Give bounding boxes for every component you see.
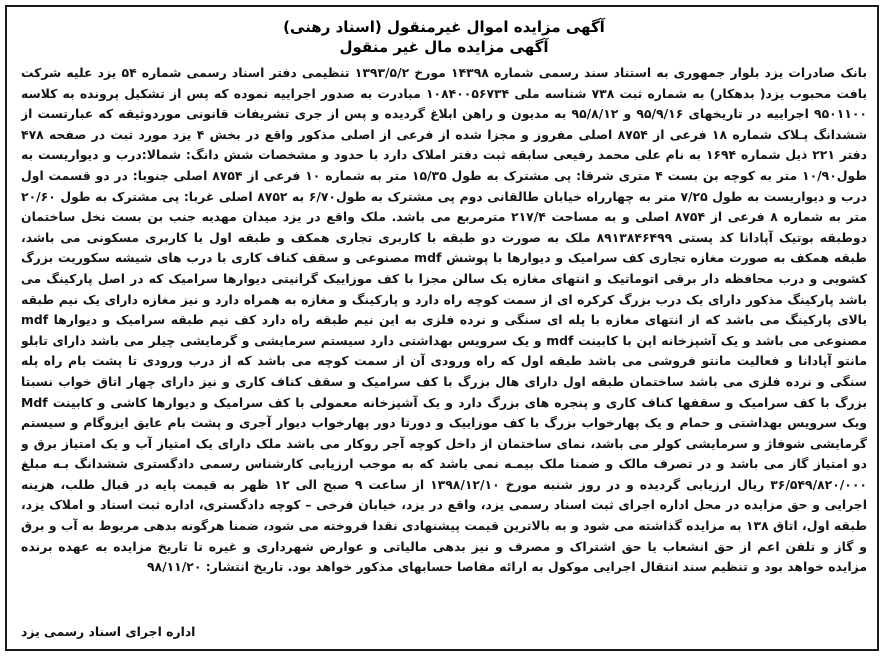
notice-frame <box>5 5 879 651</box>
notice-signature: اداره اجرای اسناد رسمی یزد <box>21 624 196 639</box>
notice-main-title: آگهی مزایده اموال غیرمنقول (اسناد رهنی) <box>283 18 605 36</box>
notice-body-text: بانک صادرات یزد بلوار جمهوری به استناد سند رسمی شماره ۱۴۳۹۸ مورخ ۱۳۹۳/۵/۲ تنظیمی دفتر اسناد رسمی شماره ۵۴ یزد علیه شرکت بافت محبوب یزد( بدهکار) به شماره ثبت ۷۳۸ شناسه ملی ۱۰۸۴۰۰۵۶۷۳۴ مبادرت به صدور اجراییه نموده که پس از تشکیل پرونده به کلاسه ۹۵۰۱۱۰۰ اجراییه در تاریخهای ۹۵/۹/۱۶ و ۹۵/۸/۱۲ به مدیون و راهن ابلاغ گردیده و پس از جری تشریفات قانونی موردوثیقه که عبارتست از ششدانگ پـلاک شماره ۱۸ فرعی از ۸۷۵۴ اصلی مفروز و مجزا شده از فرعی از اصلی مذکور واقع در بخش ۴ یزد مورد ثبت در صفحه ۴۷۸ دفتر ۲۲۱ ذیل شماره ۱۶۹۴ به نام علی محمد رفیعی سابقه ثبت دفتر املاک دارد با حدود و مشخصات شش دانگ: شمالا:درب و دیواریست به طول۱۰/۹۰ متر به کوچه بن بست ۴ متری شرقا: پی مشترک به طول ۱۵/۳۵ متر به شماره ۱۰ فرعی از ۸۷۵۴ اصلی جنوبا: در دو قسمت اول درب و دیواریست به طول ۷/۲۵ متر به چهارراه خیابان طالقانی دوم پی مشترک به طول۶/۷۰ به ۸۷۵۲ اصلی غربا: پی مشترک به طول ۲۰/۶۰ متر به شماره ۸ فرعی از ۸۷۵۴ اصلی و به مساحت ۲۱۷/۴ مترمربع می باشد. ملک واقع در یزد میدان مهدیه جنب بن بست نخل ساختمان دوطبقه بوتیک آپادانا کد پستی ۸۹۱۳۸۴۶۴۹۹ ملک به صورت دو طبقه با کاربری تجاری همکف و طبقه اول با کاربری مسکونی می باشد، طبقه همکف به صورت مغازه تجاری کف سرامیک و دیوارها با پوشش mdf مصنوعی و سقف کناف کاری با درب های شیشه سکوریت بزرگ کشویی و درب محافظه دار برقی اتوماتیک و انتهای مغازه یک سالن مجزا با کف موزاییک گرانیتی دیوارها سرامیک که در اصل پارکینگ می باشد پارکینگ مذکور دارای یک درب بزرگ کرکره ای از سمت کوچه راه دارد و پارکینگ و مغازه به همراه دارد و نیز مغازه دارای یک نیم طبقه بالای پارکینگ می باشد که از انتهای مغازه با پله ای سنگی و نرده فلزی به این نیم طبقه راه دارد کف نیم طبقه سرامیک و دیوارها mdf مصنوعی می باشد و یک آشپزخانه اپن با کابینت mdf و یک سرویس بهداشتی دارد سیستم سرمایشی و گرمایشی چیلر می باشد دارای تابلو مانتو آپادانا و فعالیت مانتو فروشی می باشد طبقه اول که راه ورودی آن از سمت کوچه می باشد که از درب ورودی تا پشت بام راه پله سنگی و نرده فلزی می باشد ساختمان طبقه اول دارای هال بزرگ با کف سرامیک و سقف کناف کاری و نیز دارای چهار اتاق خواب نسبتا بزرگ با کف سرامیک و سقفها کناف کاری و پنجره های بزرگ دارد و یک آشپزخانه معمولی با کف سرامیک و دیوارها کاشی و کابینت Mdf ویک سرویس بهداشتی و حمام و یک پهارخواب بزرگ با کف موزاییک و دورتا دور پهارخواب دیوار آجری و پشت بام عایق ایزوگام و سیستم گرمایشی شوفاژ و سرمایشی کولر می باشد، نمای ساختمان از داخل کوچه آجر روکار می باشد ملک دارای یک امتیاز آب و یک امتیاز برق و دو امتیاز گاز می باشد و در تصرف مالک و ضمنا ملک بیمـه نمی باشد که به موجب ارزیابی کارشناس رسمی دادگستری ششدانگ بـه مبلغ ۳۶/۵۴۹/۸۲۰/۰۰۰ ریال ارزیابی گردیده و در روز شنبه مورخ ۱۳۹۸/۱۲/۱۰ از ساعت ۹ صبح الی ۱۲ ظهر به قیمت پایه در قبال طلب، هزینه اجرایی و حق مزایده در محل اداره اجرای ثبت اسناد رسمی یزد، واقع در یزد، خیابان فرخی – کوچه دادگستری، اداره ثبت اسناد و املاک یزد، طبقه اول، اتاق ۱۳۸ به مزایده گذاشته می شود و به بالاترین قیمت پیشنهادی نقدا فروخته می شود، ضمنا هرگونه بدهی مربوط به آب و برق و گاز و تلفن اعم از حق انشعاب یا حق اشتراک و مصرف و نیز بدهی مالیاتی و عوارض شهرداری و غیره تا تاریخ مزایده به عهده برنده مزایده خواهد بود و تنظیم سند انتقال اجرایی موکول به ارائه مفاصا حسابهای مذکور خواهد بود. تاریخ انتشار: ۹۸/۱۱/۲۰ <box>21 65 867 575</box>
notice-subtitle: آگهی مزایده مال غیر منقول <box>339 38 549 56</box>
notice-content <box>21 15 867 643</box>
